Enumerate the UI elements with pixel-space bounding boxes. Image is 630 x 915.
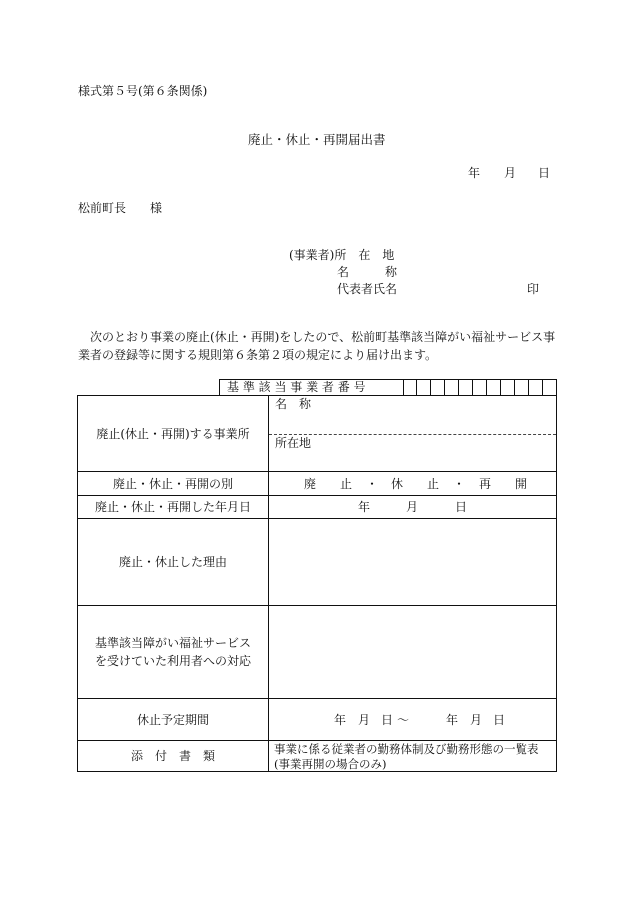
period-to-month: 月 <box>470 713 483 727</box>
attachments-text-line-2: (事業再開の場合のみ) <box>274 757 387 771</box>
users-row-label-line-1: 基準該当障がい福祉サービス <box>94 636 251 650</box>
seal-mark: 印 <box>527 282 540 296</box>
period-from-month: 月 <box>358 713 371 727</box>
addressee: 松前町長 様 <box>78 201 163 215</box>
period-to-year: 年 <box>446 713 459 727</box>
type-option-suspend: 休 止 <box>391 477 440 491</box>
applicant-address-label: (事業者)所 在 地 <box>289 248 395 262</box>
office-row-label: 廃止(休止・再開)する事業所 <box>96 426 250 441</box>
type-option-sep-1: ・ <box>366 477 379 491</box>
period-separator: 〜 <box>397 713 410 727</box>
type-option-sep-2: ・ <box>453 477 466 491</box>
type-option-abolish: 廃 止 <box>304 477 353 491</box>
body-text-line-1: 次のとおり事業の廃止(休止・再開)をしたので、松前町基準該当障がい福祉サービス事 <box>78 330 556 344</box>
type-row-label: 廃止・休止・再開の別 <box>112 476 233 491</box>
date-month-label: 月 <box>504 166 517 180</box>
office-address-label: 所在地 <box>275 436 312 450</box>
period-to-day: 日 <box>493 713 506 727</box>
date-row-year: 年 <box>358 500 371 514</box>
date-row-month: 月 <box>406 500 419 514</box>
office-name-label: 名 称 <box>275 397 312 411</box>
type-option-resume: 再 開 <box>479 477 528 491</box>
reason-row-label: 廃止・休止した理由 <box>118 555 227 569</box>
operator-number-label: 基 準 該 当 事 業 者 番 号 <box>227 380 366 394</box>
attachments-row-label: 添 付 書 類 <box>130 749 215 763</box>
date-year-label: 年 <box>468 166 481 180</box>
body-text-line-2: 業者の登録等に関する規則第６条第２項の規定により届け出ます。 <box>78 348 438 362</box>
date-row-day: 日 <box>455 500 468 514</box>
applicant-rep-label: 代表者氏名 <box>337 282 398 296</box>
users-row-label-line-2: を受けていた利用者への対応 <box>94 654 251 668</box>
form-number: 様式第５号(第６条関係) <box>78 84 208 98</box>
date-row-label: 廃止・休止・再開した年月日 <box>94 500 251 514</box>
date-day-label: 日 <box>538 166 551 180</box>
attachments-text-line-1: 事業に係る従業者の勤務体制及び勤務形態の一覧表 <box>274 742 539 756</box>
applicant-name-label: 名 称 <box>337 265 398 279</box>
period-from-year: 年 <box>334 713 347 727</box>
page-title: 廃止・休止・再開届出書 <box>248 132 386 147</box>
period-from-day: 日 <box>381 713 394 727</box>
users-row-label <box>78 606 268 698</box>
period-row-label: 休止予定期間 <box>136 712 209 727</box>
